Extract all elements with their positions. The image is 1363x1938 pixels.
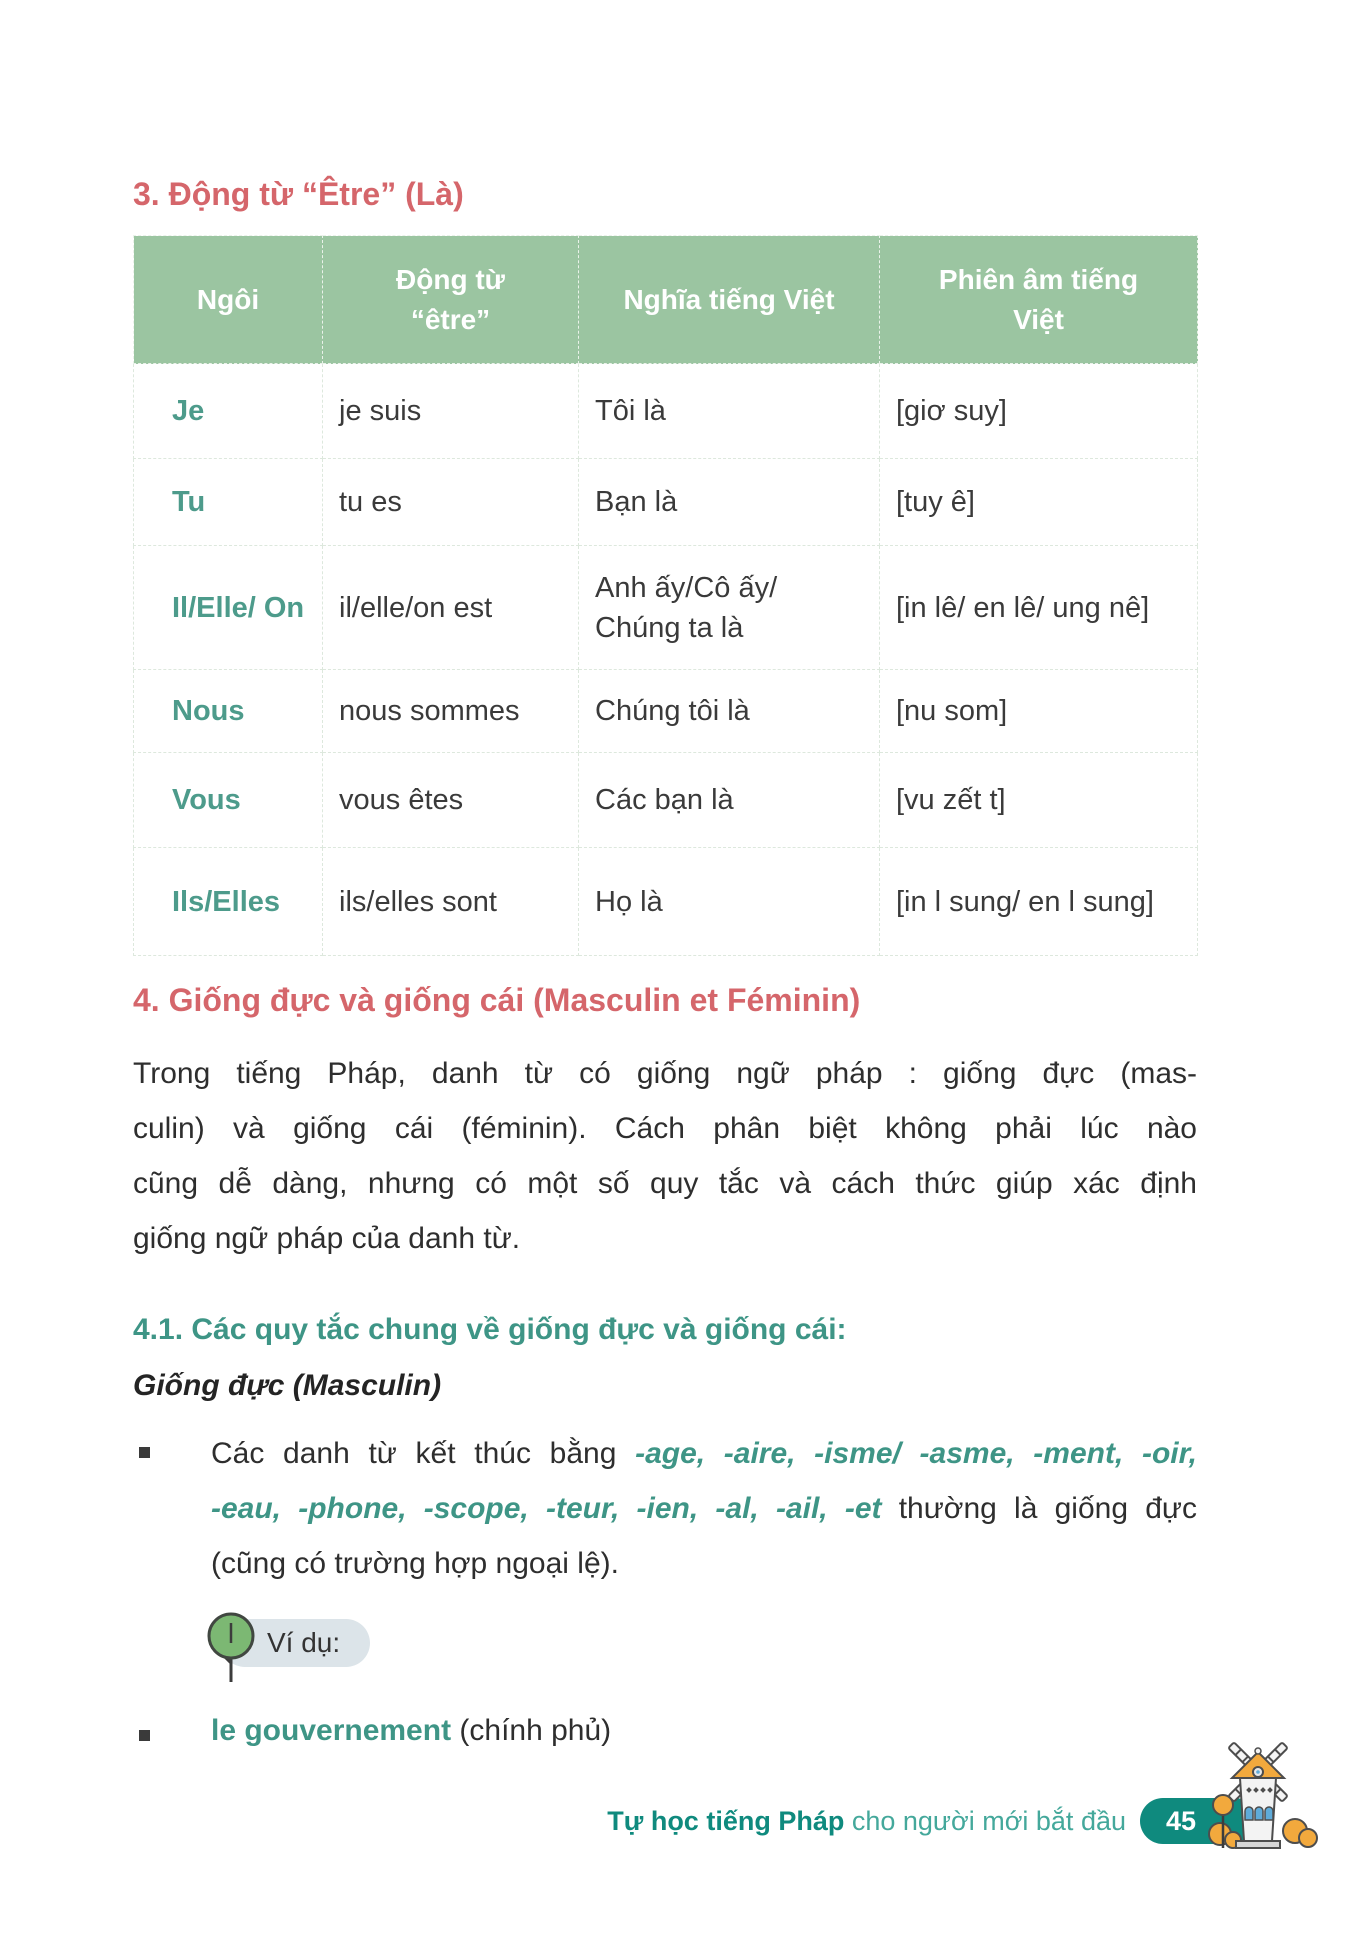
section-4-1-heading: 4.1. Các quy tắc chung về giống đực và giống cái: (133, 1313, 847, 1346)
cell-phonetic: [in l sung/ en l sung] (880, 848, 1198, 956)
table-row (134, 459, 1198, 546)
section-4-heading: 4. Giống đực và giống cái (Masculin et Féminin) (133, 982, 861, 1018)
table-row (134, 546, 1198, 670)
cell-meaning: Các bạn là (579, 753, 880, 848)
bullet-square-icon (139, 1447, 150, 1458)
cell-pronoun: Vous (134, 753, 323, 848)
rule-plain-text: thường là giống đực (881, 1492, 1197, 1525)
paragraph-line: Trong tiếng Pháp, danh từ có giống ngữ pháp : giống đực (mas- (133, 1057, 1197, 1090)
example-label: Ví dụ: (221, 1619, 370, 1667)
page-number: 45 (1166, 1805, 1197, 1836)
cell-phonetic: [tuy ê] (880, 459, 1198, 546)
cell-meaning: Tôi là (579, 364, 880, 459)
table-header-row (134, 236, 1198, 364)
table-header-verb: Động từ “être” (323, 236, 579, 364)
page-footer (607, 1798, 1258, 1844)
cell-verb: ils/elles sont (323, 848, 579, 956)
book-subtitle: cho người mới bắt đầu (851, 1805, 1126, 1836)
rule-text (211, 1426, 1197, 1591)
cell-meaning: Anh ấy/Cô ấy/ Chúng ta là (579, 546, 880, 670)
cell-phonetic: [in lê/ en lê/ ung nê] (880, 546, 1198, 670)
cell-pronoun: Nous (134, 670, 323, 753)
table-header-meaning: Nghĩa tiếng Việt (579, 236, 880, 364)
french-term: le gouvernement (211, 1714, 452, 1747)
cell-verb: je suis (323, 364, 579, 459)
cell-pronoun: Il/Elle/ On (134, 546, 323, 670)
cell-verb: il/elle/on est (323, 546, 579, 670)
cell-verb: vous êtes (323, 753, 579, 848)
cell-verb: nous sommes (323, 670, 579, 753)
cell-verb: tu es (323, 459, 579, 546)
rule-line (211, 1481, 1197, 1536)
page-number-badge (1140, 1798, 1258, 1844)
cell-meaning: Họ là (579, 848, 880, 956)
book-title: Tự học tiếng Pháp (607, 1805, 845, 1836)
table-row (134, 753, 1198, 848)
rule-line: (cũng có trường hợp ngoại lệ). (211, 1547, 619, 1580)
example-badge (205, 1611, 1197, 1683)
cell-phonetic: [nu som] (880, 670, 1198, 753)
page-content (133, 0, 1197, 1753)
paragraph-line: culin) và giống cái (féminin). Cách phân biệt không phải lúc nào (133, 1112, 1197, 1145)
rule-line (211, 1426, 1197, 1481)
table-header-phonetic: Phiên âm tiếng Việt (880, 236, 1198, 364)
tree-icon (205, 1611, 257, 1685)
cell-meaning: Chúng tôi là (579, 670, 880, 753)
paragraph-line: cũng dễ dàng, nhưng có một số quy tắc và cách thức giúp xác định (133, 1167, 1197, 1200)
cell-pronoun: Ils/Elles (134, 848, 323, 956)
term-gloss: (chính phủ) (459, 1714, 612, 1747)
bullet-square-icon (139, 1730, 150, 1741)
section-4-paragraph (133, 1046, 1197, 1266)
masculine-subheading: Giống đực (Masculin) (133, 1369, 442, 1402)
rule-plain-text: Các danh từ kết thúc bằng (211, 1437, 636, 1470)
example-text (211, 1709, 1197, 1753)
table-row (134, 848, 1198, 956)
suffix-list: -age, -aire, -isme/ -asme, -ment, -oir, (635, 1437, 1197, 1470)
masculine-rule-item (133, 1426, 1197, 1591)
section-3-heading: 3. Động từ “Être” (Là) (133, 176, 464, 212)
cell-meaning: Bạn là (579, 459, 880, 546)
cell-pronoun: Tu (134, 459, 323, 546)
table-row (134, 670, 1198, 753)
tree-icon (1210, 1792, 1236, 1850)
cell-phonetic: [giơ suy] (880, 364, 1198, 459)
footer-book-title (607, 1806, 1126, 1837)
etre-conjugation-table (133, 235, 1198, 956)
suffix-list: -eau, -phone, -scope, -teur, -ien, -al, -ail, -et (211, 1492, 882, 1525)
example-item (133, 1709, 1197, 1753)
table-header-ngoi: Ngôi (134, 236, 323, 364)
table-row (134, 364, 1198, 459)
paragraph-line: giống ngữ pháp của danh từ. (133, 1222, 521, 1255)
cell-pronoun: Je (134, 364, 323, 459)
cell-phonetic: [vu zết t] (880, 753, 1198, 848)
